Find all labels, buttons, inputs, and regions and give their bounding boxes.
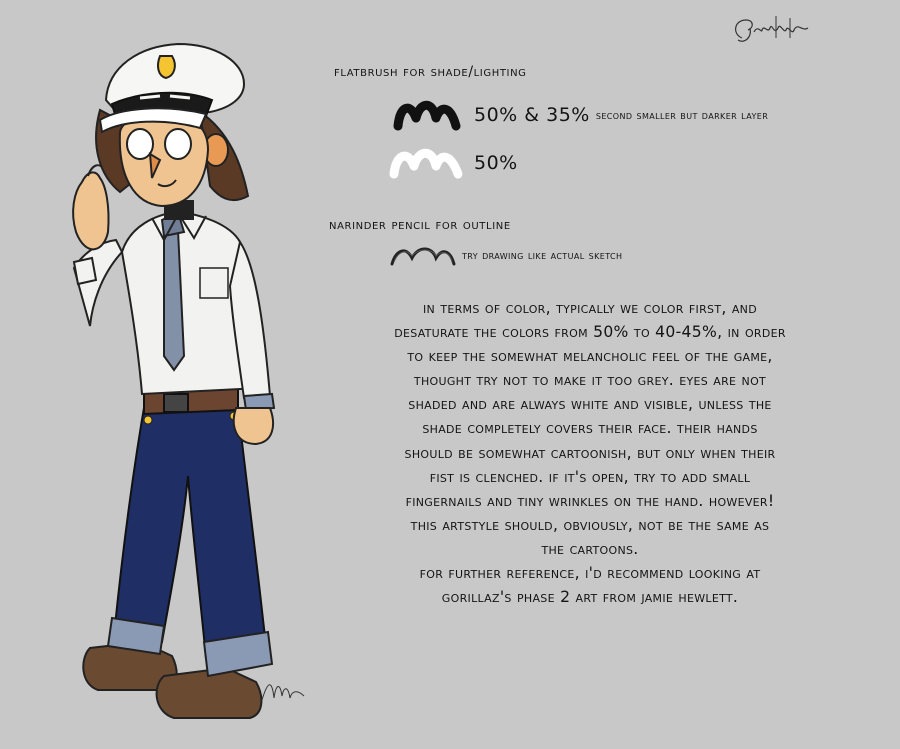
description-line: to keep the somewhat melancholic feel of the game, (407, 347, 773, 366)
white-brush-stroke-icon (388, 144, 464, 182)
description-line: shade completely covers their face. their hands (422, 419, 758, 438)
dark-brush-opacity: 50% & 35% (474, 104, 590, 126)
artist-signature (728, 8, 818, 50)
artist-initials (258, 670, 308, 710)
outline-heading: narinder pencil for outline (329, 217, 511, 233)
description-line: should be somewhat cartoonish, but only when their (404, 443, 776, 462)
shade-heading: flatbrush for shade/lighting (334, 64, 527, 80)
pencil-note: try drawing like actual sketch (462, 248, 623, 262)
dark-brush-note: second smaller but darker layer (595, 108, 769, 122)
description-line: fist is clenched. if it's open, try to add small (429, 467, 751, 486)
style-description (330, 296, 850, 609)
description-line: in terms of color, typically we color first, and (423, 299, 757, 317)
dark-brush-stroke-icon (392, 96, 464, 134)
description-line: thought try not to make it too grey. eyes are not (413, 371, 767, 390)
pencil-stroke-icon (388, 240, 458, 270)
pencil-row (388, 240, 622, 270)
description-line: shaded and are always white and visible, unless the (408, 395, 772, 414)
description-line: this artstyle should, obviously, not be the same as (410, 515, 770, 534)
description-line: desaturate the colors from 50% to 40-45%, in order (394, 323, 786, 342)
description-line: gorillaz's phase 2 art from jamie hewlett. (441, 588, 739, 607)
description-line: fingernails and tiny wrinkles on the hand. however! (405, 491, 775, 510)
light-brush-row (388, 144, 518, 182)
light-brush-opacity: 50% (474, 152, 518, 174)
character-illustration (60, 36, 320, 726)
description-line: the cartoons. (541, 539, 639, 558)
dark-brush-row (392, 96, 768, 134)
description-line: for further reference, i'd recommend looking at (419, 564, 761, 583)
